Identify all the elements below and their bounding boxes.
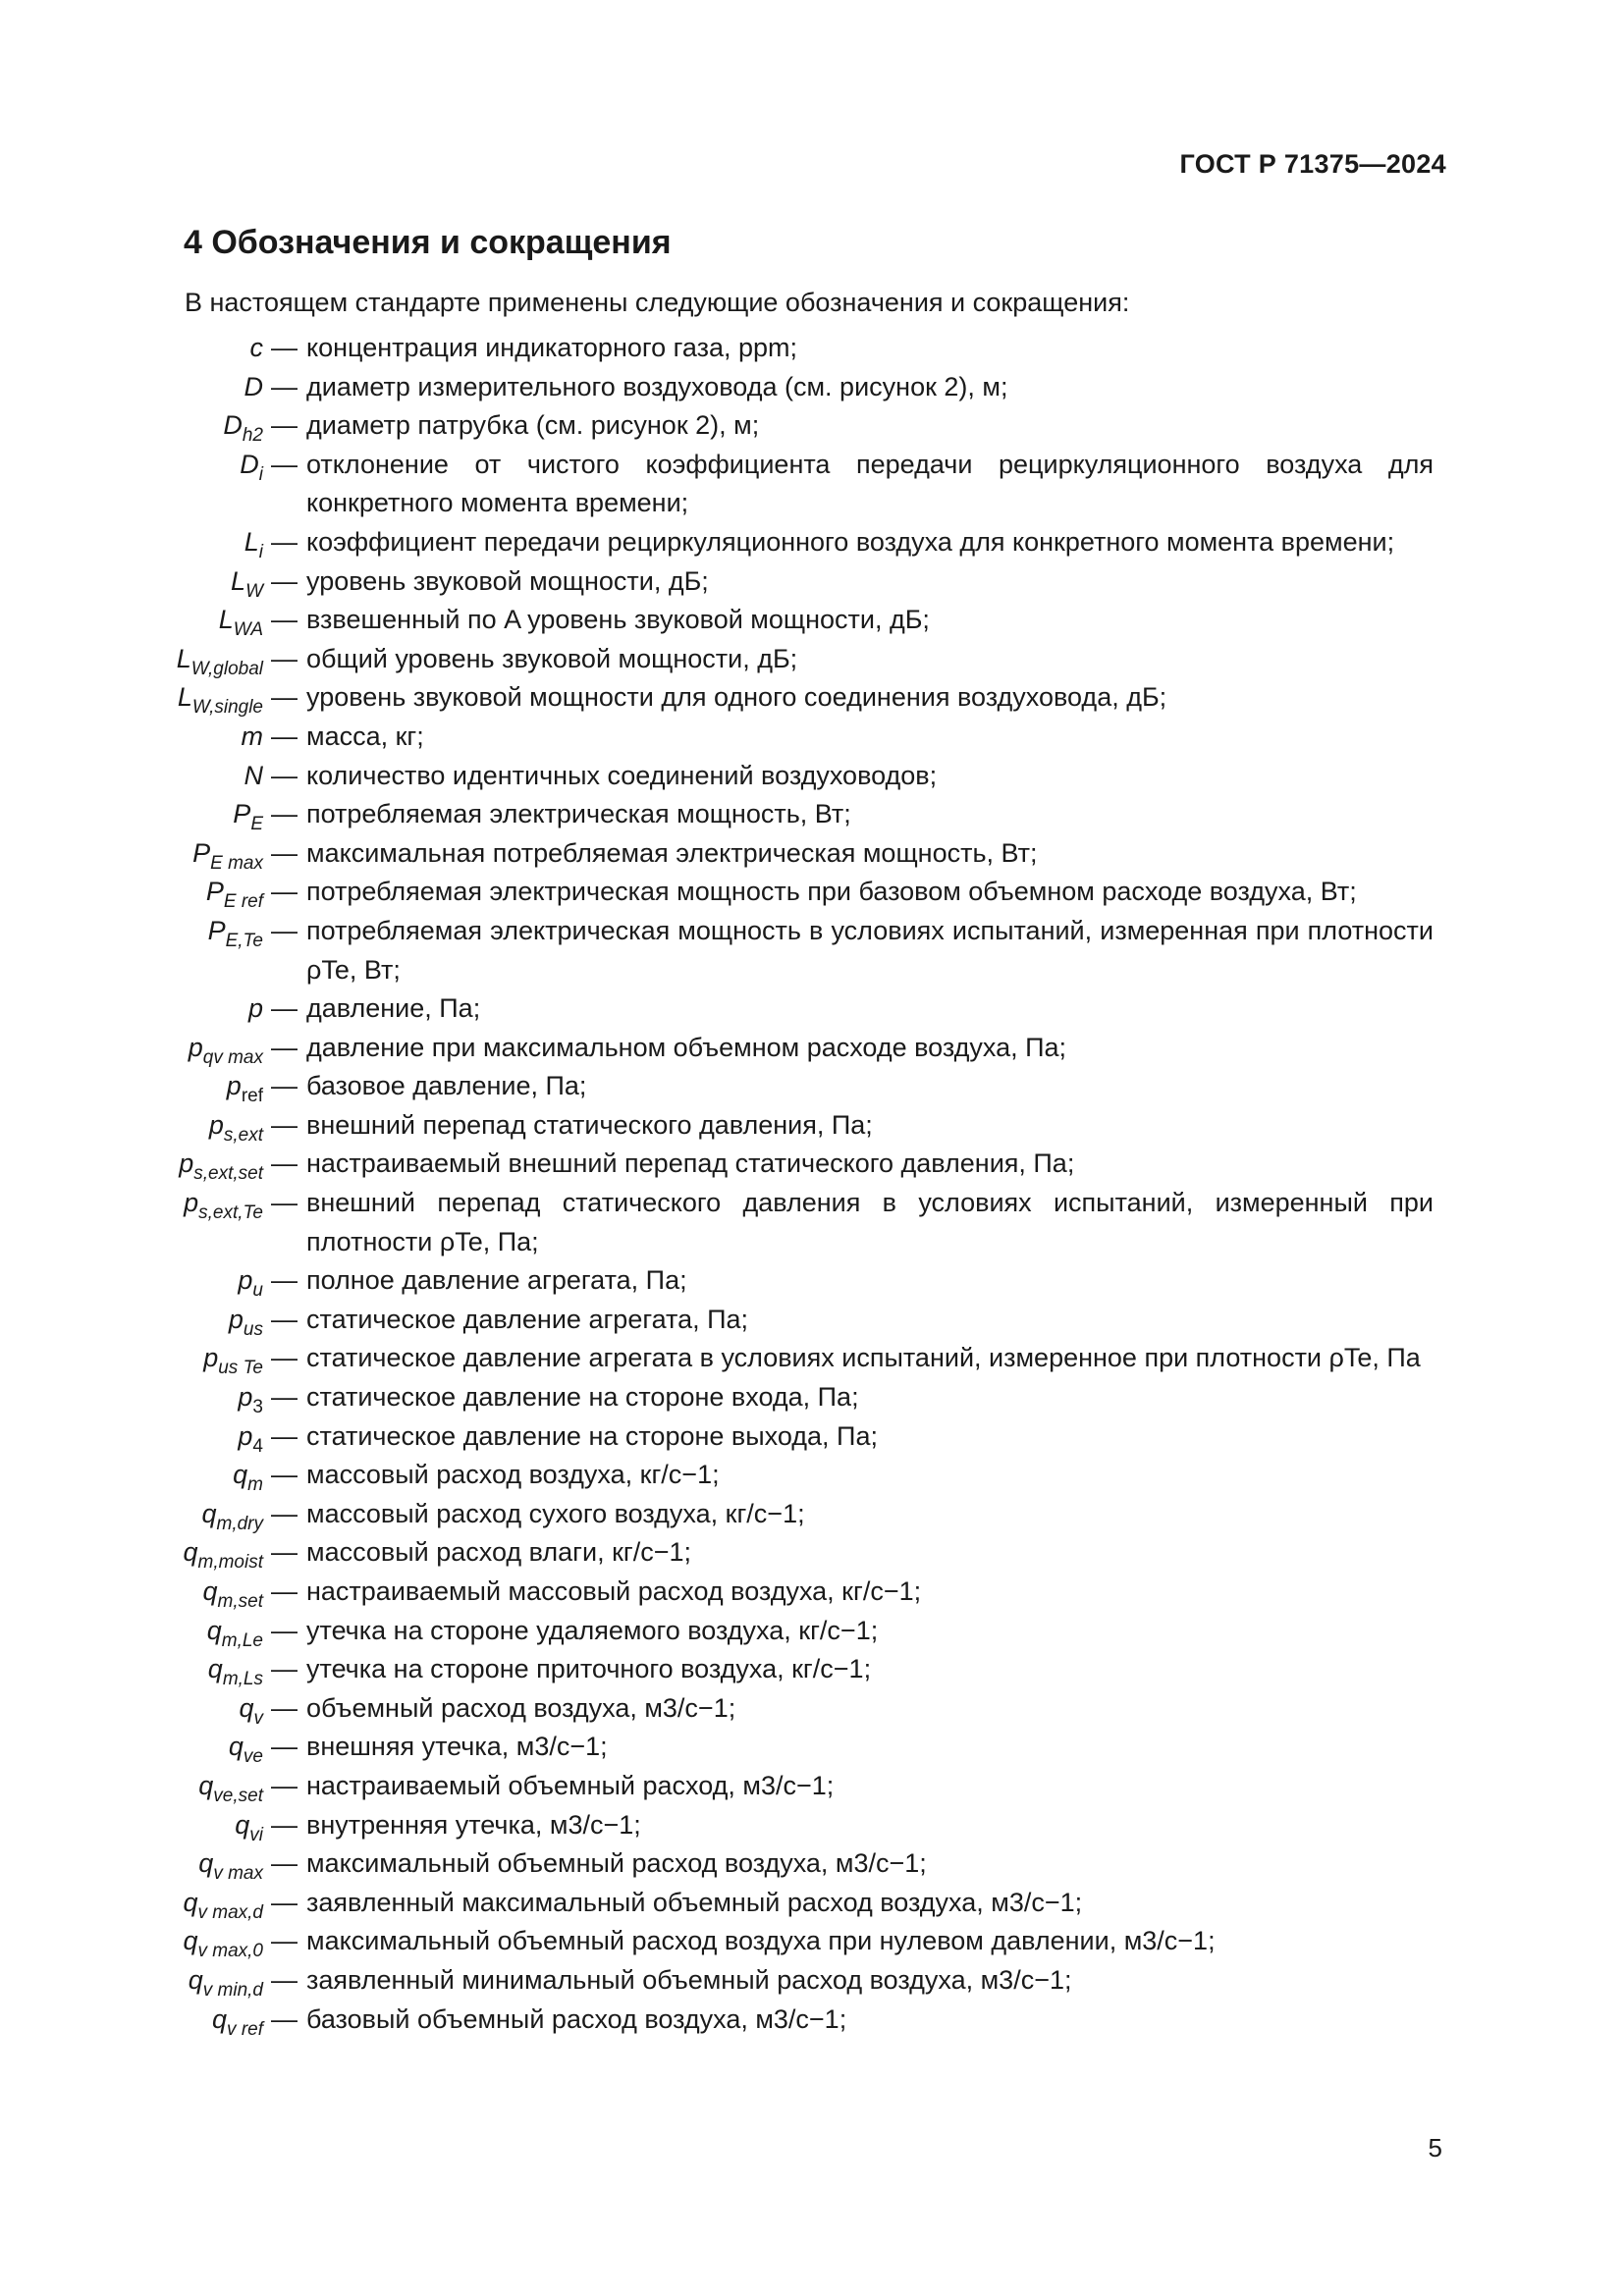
symbol-description: внешний перепад статического давления в условиях испытаний, измеренный при плотности ρTe, Па; — [306, 1188, 1434, 1256]
symbol-base: P — [192, 837, 211, 868]
symbol-base: q — [239, 1692, 254, 1723]
symbol-description: настраиваемый внешний перепад статического давления, Па; — [306, 1148, 1075, 1179]
symbol-base: q — [235, 1809, 250, 1840]
symbol-subscript: m,dry — [216, 1513, 263, 1534]
symbol-description: внешний перепад статического давления, Па; — [306, 1109, 873, 1140]
symbol-description: взвешенный по A уровень звуковой мощности, дБ; — [306, 605, 930, 635]
symbol-description: максимальный объемный расход воздуха, м3/с−1; — [306, 1848, 927, 1879]
symbol-description: базовый объемный расход воздуха, м3/с−1; — [306, 2003, 847, 2034]
symbol-subscript: E,Te — [225, 930, 263, 951]
list-item — [0, 1029, 1624, 1068]
em-dash: — — [271, 1304, 298, 1334]
symbol-subscript: us — [243, 1318, 263, 1340]
symbol-base: p — [228, 1304, 244, 1334]
document-code-header: ГОСТ Р 71375—2024 — [1179, 149, 1446, 179]
list-item — [0, 718, 1624, 757]
symbol-description: внутренняя утечка, м3/с−1; — [306, 1809, 641, 1840]
symbol-subscript: v max,0 — [197, 1941, 263, 1962]
symbol-description: утечка на стороне приточного воздуха, кг/с−1; — [306, 1654, 872, 1684]
list-item — [0, 1261, 1624, 1301]
list-item — [0, 1495, 1624, 1534]
symbol-description: коэффициент передачи рециркуляционного воздуха для конкретного момента времени; — [306, 526, 1395, 557]
symbol-base: q — [212, 2003, 228, 2034]
symbol-base: P — [207, 915, 226, 945]
symbol — [0, 1301, 263, 1340]
symbol-subscript: vi — [249, 1824, 263, 1845]
em-dash: — — [271, 721, 298, 751]
list-item — [0, 757, 1624, 796]
symbol-base: q — [183, 1926, 198, 1956]
em-dash: — — [271, 2003, 298, 2034]
symbol — [0, 1067, 263, 1106]
symbol-description: потребляемая электрическая мощность при базовом объемном расходе воздуха, Вт; — [306, 877, 1357, 907]
symbol-subscript: i — [258, 541, 263, 562]
symbol-base: q — [206, 1615, 222, 1645]
em-dash: — — [271, 1071, 298, 1101]
list-item — [0, 1378, 1624, 1417]
symbol — [0, 1961, 263, 2001]
symbol-subscript: v ref — [227, 2018, 263, 2040]
em-dash: — — [271, 605, 298, 635]
list-item — [0, 1417, 1624, 1457]
symbol — [0, 1456, 263, 1495]
symbol-description: массовый расход воздуха, кг/с−1; — [306, 1460, 720, 1490]
symbol-description: количество идентичных соединений воздуховодов; — [306, 760, 938, 790]
symbol — [0, 562, 263, 602]
list-item — [0, 368, 1624, 407]
symbol — [0, 1029, 263, 1068]
symbol-subscript: v max,d — [197, 1901, 263, 1923]
em-dash: — — [271, 1615, 298, 1645]
list-item — [0, 1767, 1624, 1806]
symbol-subscript: u — [252, 1280, 263, 1302]
list-item — [0, 601, 1624, 640]
symbol-base: N — [244, 760, 263, 790]
symbol — [0, 678, 263, 718]
symbol — [0, 1495, 263, 1534]
symbol-description: потребляемая электрическая мощность, Вт; — [306, 799, 851, 829]
symbol-subscript: ve — [243, 1746, 263, 1768]
symbol-subscript: m,Ls — [222, 1669, 263, 1690]
symbol-subscript: W — [245, 580, 263, 602]
symbol-base: p — [179, 1148, 194, 1179]
symbol-base: L — [177, 682, 192, 713]
symbol — [0, 1106, 263, 1146]
symbol-subscript: E ref — [223, 891, 263, 913]
list-item — [0, 1106, 1624, 1146]
em-dash: — — [271, 371, 298, 401]
symbol-base: P — [233, 799, 251, 829]
symbol-subscript: ref — [241, 1086, 263, 1107]
em-dash: — — [271, 333, 298, 362]
symbol-base: L — [244, 526, 259, 557]
symbol — [0, 1806, 263, 1845]
em-dash: — — [271, 643, 298, 673]
symbol-subscript: m — [247, 1474, 263, 1496]
list-item — [0, 873, 1624, 912]
symbol — [0, 1612, 263, 1651]
symbol-base: D — [223, 410, 243, 441]
list-item — [0, 1301, 1624, 1340]
symbol-subscript: h2 — [242, 425, 263, 447]
symbol-base: p — [238, 1265, 253, 1296]
list-item — [0, 1456, 1624, 1495]
symbol — [0, 873, 263, 912]
symbol-subscript: us Te — [218, 1358, 263, 1379]
symbol — [0, 601, 263, 640]
symbol-description: утечка на стороне удаляемого воздуха, кг/с−1; — [306, 1615, 879, 1645]
symbol-subscript: 3 — [252, 1397, 263, 1418]
list-item — [0, 1573, 1624, 1612]
symbol-subscript: s,ext — [223, 1124, 263, 1146]
symbol — [0, 1650, 263, 1689]
symbol-base: q — [183, 1537, 198, 1568]
symbol-subscript: m,Le — [221, 1629, 263, 1651]
em-dash: — — [271, 1265, 298, 1296]
em-dash: — — [271, 877, 298, 907]
symbol — [0, 406, 263, 446]
symbol — [0, 718, 263, 757]
symbol-subscript: i — [258, 463, 263, 485]
symbol-description: настраиваемый объемный расход, м3/с−1; — [306, 1770, 835, 1800]
symbol-description: базовое давление, Па; — [306, 1071, 587, 1101]
symbol-base: q — [183, 1887, 198, 1917]
page-number: 5 — [1428, 2133, 1442, 2163]
symbol — [0, 329, 263, 368]
symbol-base: L — [176, 643, 191, 673]
symbol-description: максимальная потребляемая электрическая мощность, Вт; — [306, 837, 1038, 868]
symbol-subscript: qv max — [202, 1046, 263, 1068]
em-dash: — — [271, 1032, 298, 1062]
symbol-description: потребляемая электрическая мощность в условиях испытаний, измеренная при плотности ρTe, Вт; — [306, 915, 1434, 985]
symbol — [0, 1417, 263, 1457]
symbol-subscript: m,set — [217, 1591, 263, 1612]
symbol-base: q — [207, 1654, 223, 1684]
symbol-base: q — [198, 1848, 214, 1879]
symbol-description: статическое давление агрегата, Па; — [306, 1304, 749, 1334]
symbol-description: давление при максимальном объемном расходе воздуха, Па; — [306, 1032, 1067, 1062]
symbol-description: статическое давление на стороне выхода, Па; — [306, 1420, 878, 1451]
list-item — [0, 1650, 1624, 1689]
symbol-base: p — [208, 1109, 224, 1140]
em-dash: — — [271, 1887, 298, 1917]
symbol-description: внешняя утечка, м3/с−1; — [306, 1732, 608, 1762]
symbol — [0, 1573, 263, 1612]
symbol-base: L — [231, 565, 246, 596]
symbol — [0, 446, 263, 485]
em-dash: — — [271, 526, 298, 557]
em-dash: — — [271, 1770, 298, 1800]
symbols-list — [0, 329, 1624, 2039]
symbol-subscript: v max — [213, 1863, 263, 1885]
em-dash: — — [271, 1732, 298, 1762]
list-item — [0, 640, 1624, 679]
em-dash: — — [271, 837, 298, 868]
symbol-subscript: s,ext,set — [193, 1163, 263, 1185]
symbol-description: заявленный минимальный объемный расход воздуха, м3/с−1; — [306, 1964, 1072, 1995]
em-dash: — — [271, 993, 298, 1024]
symbol-description: заявленный максимальный объемный расход воздуха, м3/с−1; — [306, 1887, 1083, 1917]
symbol-subscript: m,moist — [197, 1552, 263, 1574]
em-dash: — — [271, 1926, 298, 1956]
symbol-description: массовый расход сухого воздуха, кг/с−1; — [306, 1498, 805, 1528]
symbol-base: p — [184, 1188, 199, 1218]
symbol — [0, 834, 263, 874]
em-dash: — — [271, 1460, 298, 1490]
list-item — [0, 1067, 1624, 1106]
symbol — [0, 1339, 263, 1378]
symbol-base: q — [228, 1732, 244, 1762]
list-item — [0, 562, 1624, 602]
em-dash: — — [271, 565, 298, 596]
symbol — [0, 368, 263, 407]
symbol-description: концентрация индикаторного газа, ppm; — [306, 333, 798, 362]
symbol-base: D — [240, 449, 259, 479]
symbol-description: полное давление агрегата, Па; — [306, 1265, 687, 1296]
symbol-subscript: 4 — [252, 1435, 263, 1457]
em-dash: — — [271, 1809, 298, 1840]
list-item — [0, 912, 1624, 989]
symbol-subscript: E — [250, 814, 263, 835]
symbol-subscript: v — [253, 1707, 263, 1729]
symbol-subscript: WA — [233, 619, 263, 641]
symbol-base: p — [203, 1343, 219, 1373]
symbol — [0, 989, 263, 1029]
symbol-base: p — [238, 1420, 253, 1451]
symbol — [0, 640, 263, 679]
symbol — [0, 1844, 263, 1884]
symbol-description: масса, кг; — [306, 721, 424, 751]
em-dash: — — [271, 1848, 298, 1879]
symbol — [0, 1728, 263, 1767]
list-item — [0, 1145, 1624, 1184]
symbol-base: q — [198, 1770, 214, 1800]
list-item — [0, 1689, 1624, 1729]
list-item — [0, 1184, 1624, 1261]
symbol-base: q — [201, 1498, 217, 1528]
symbol-base: P — [205, 877, 224, 907]
list-item — [0, 1961, 1624, 2001]
symbol — [0, 1767, 263, 1806]
symbol — [0, 912, 263, 951]
symbol-base: L — [218, 605, 234, 635]
section-title: 4 Обозначения и сокращения — [184, 224, 672, 261]
symbol-description: диаметр измерительного воздуховода (см. рисунок 2), м; — [306, 371, 1008, 401]
list-item — [0, 1884, 1624, 1923]
symbol-base: D — [244, 371, 263, 401]
list-item — [0, 1612, 1624, 1651]
symbol — [0, 757, 263, 796]
list-item — [0, 406, 1624, 446]
em-dash: — — [271, 682, 298, 713]
em-dash: — — [271, 1420, 298, 1451]
list-item — [0, 2001, 1624, 2040]
symbol-base: p — [226, 1071, 242, 1101]
em-dash: — — [271, 1382, 298, 1413]
symbol-base: c — [249, 333, 263, 362]
symbol-description: максимальный объемный расход воздуха при нулевом давлении, м3/с−1; — [306, 1926, 1216, 1956]
symbol-description: статическое давление агрегата в условиях испытаний, измеренное при плотности ρTe, Па — [306, 1343, 1421, 1373]
list-item — [0, 1728, 1624, 1767]
symbol-subscript: W,single — [191, 697, 263, 719]
symbol-description: диаметр патрубка (см. рисунок 2), м; — [306, 410, 760, 441]
symbol-base: q — [233, 1460, 248, 1490]
symbol-subscript: s,ext,Te — [198, 1202, 263, 1224]
list-item — [0, 1844, 1624, 1884]
em-dash: — — [271, 1148, 298, 1179]
em-dash: — — [271, 449, 298, 479]
symbol-description: давление, Па; — [306, 993, 481, 1024]
symbol — [0, 523, 263, 562]
symbol-subscript: v min,d — [202, 1979, 263, 2001]
symbol-base: m — [241, 721, 263, 751]
em-dash: — — [271, 410, 298, 441]
em-dash: — — [271, 1964, 298, 1995]
list-item — [0, 795, 1624, 834]
symbol-subscript: ve,set — [213, 1785, 263, 1806]
list-item — [0, 523, 1624, 562]
section-intro: В настоящем стандарте применены следующие обозначения и сокращения: — [185, 288, 1130, 317]
em-dash: — — [271, 1654, 298, 1684]
symbol-description: настраиваемый массовый расход воздуха, кг/с−1; — [306, 1576, 922, 1606]
symbol-description: уровень звуковой мощности для одного соединения воздуховода, дБ; — [306, 682, 1167, 713]
symbol-subscript: E max — [210, 852, 263, 874]
symbol-base: p — [188, 1032, 203, 1062]
list-item — [0, 1806, 1624, 1845]
symbol-base: q — [202, 1576, 218, 1606]
symbol — [0, 1378, 263, 1417]
symbol — [0, 1689, 263, 1729]
em-dash: — — [271, 1343, 298, 1373]
symbol — [0, 1145, 263, 1184]
symbol — [0, 2001, 263, 2040]
symbol-description: массовый расход влаги, кг/с−1; — [306, 1537, 692, 1568]
list-item — [0, 989, 1624, 1029]
symbol-base: q — [188, 1964, 203, 1995]
symbol-description: статическое давление на стороне входа, Па; — [306, 1382, 859, 1413]
list-item — [0, 1533, 1624, 1573]
symbol — [0, 1261, 263, 1301]
em-dash: — — [271, 1109, 298, 1140]
symbol-subscript: W,global — [190, 658, 263, 679]
em-dash: — — [271, 1576, 298, 1606]
list-item — [0, 1922, 1624, 1961]
em-dash: — — [271, 1188, 298, 1218]
list-item — [0, 446, 1624, 523]
symbol-base: p — [247, 993, 263, 1024]
symbol — [0, 1884, 263, 1923]
em-dash: — — [271, 1692, 298, 1723]
symbol-description: объемный расход воздуха, м3/с−1; — [306, 1692, 736, 1723]
em-dash: — — [271, 1537, 298, 1568]
symbol-description: общий уровень звуковой мощности, дБ; — [306, 643, 798, 673]
symbol — [0, 795, 263, 834]
symbol-base: p — [238, 1382, 253, 1413]
list-item — [0, 678, 1624, 718]
em-dash: — — [271, 760, 298, 790]
symbol-description: уровень звуковой мощности, дБ; — [306, 565, 709, 596]
symbol — [0, 1922, 263, 1961]
symbol-description: отклонение от чистого коэффициента передачи рециркуляционного воздуха для конкретного момента времени; — [306, 449, 1434, 518]
em-dash: — — [271, 1498, 298, 1528]
list-item — [0, 329, 1624, 368]
symbol — [0, 1184, 263, 1223]
symbol — [0, 1533, 263, 1573]
list-item — [0, 1339, 1624, 1378]
list-item — [0, 834, 1624, 874]
em-dash: — — [271, 799, 298, 829]
em-dash: — — [271, 915, 298, 945]
